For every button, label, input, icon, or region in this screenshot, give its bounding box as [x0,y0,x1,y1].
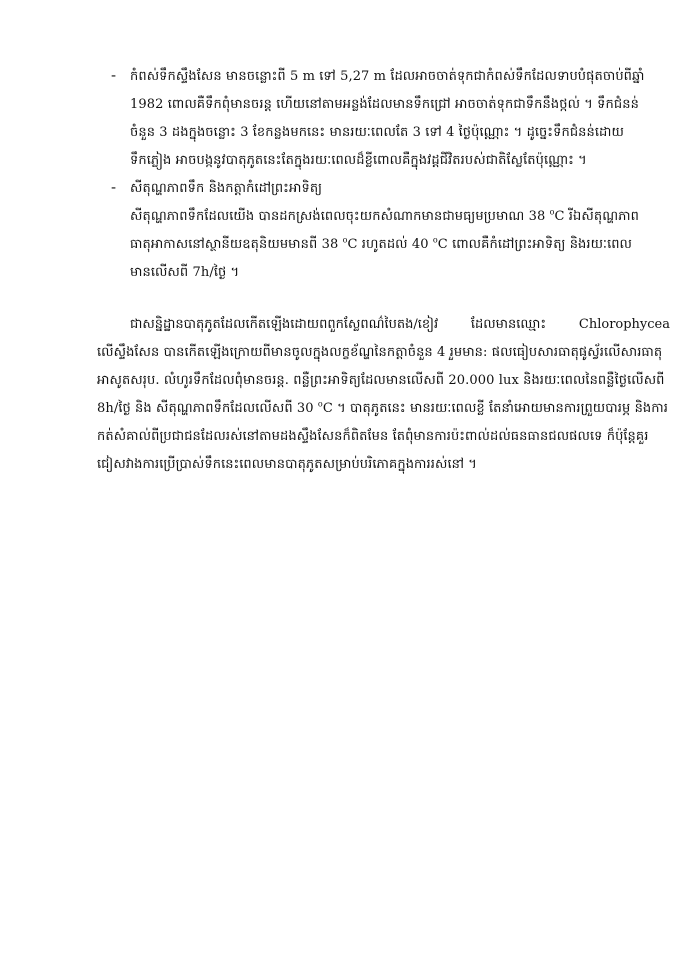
paragraph-line-1 [130,316,670,334]
bullet-1-line-2: 1982 ពោលគឺទឹកពុំមានចរន្ត ហើយនៅតាមអន្លង់ដែលមានទឹកជ្រៅ អាចចាត់ទុកជាទឹកនឹងថ្កល់ ។ ទឹកជំនន់ [130,97,639,112]
paragraph-line-4-b: C ។ បាតុភូតនេះ មានរយៈពេលខ្លី តែនាំអោយមានការព្រួយបារម្ភ និងការ [322,401,668,416]
paragraph-line-1-a: ជាសន្និដ្ឋានបាតុភូតដែលកើតឡើងដោយពពួកស្លែពណ៌បៃតង/ខៀវ [130,317,439,332]
bullet-2-line-2-b: C រហូតដល់ 40 [347,237,429,252]
paragraph-line-6: ជៀសវាងការប្រើប្រាស់ទឹកនេះពេលមានបាតុភូតសម្រាប់បរិភោគក្នុងការរស់នៅ ។ [97,457,477,472]
bullet-1-line-4: ទឹកភ្លៀង អាចបង្កនូវបាតុភូតនេះតែក្នុងរយៈពេលដ៏ខ្លីពោលគឺក្នុងវដ្តជីវិតរបស់ជាតិស្លែតែប៉ុណ្ណោះ ។ [130,153,587,168]
bullet-2-line-1-unit: C រីឯសីតុណ្ហភាព [554,209,640,224]
bullet-2-line-1-text: សីតុណ្ហភាពទឹកដែលយើង បានដកស្រង់ពេលចុះយកសំណាកមានជាមធ្យមប្រមាណ 38 [130,209,546,224]
paragraph-line-1-c: Chlorophycea [578,317,670,332]
paragraph-line-2: លើស្ទឹងសែន បានកើតឡើងក្រោយពីមានចូលក្នុងលក្ខខ័ណ្ឌនៃកត្តាចំនួន 4 រួមមាន: ផលធៀបសារធាតុផូស្វ័រលើសារធាតុ [97,345,663,360]
degree-symbol: o [342,235,348,245]
bullet-marker: - [111,66,117,84]
bullet-2-line-1 [130,208,639,226]
paragraph-line-1-b: ដែលមានឈ្មោះ [470,317,547,332]
bullet-1-line-3: ចំនួន 3 ដងក្នុងចន្លោះ 3 ខែកន្លងមកនេះ មានរយៈពេលតែ 3 ទៅ 4 ថ្ងៃប៉ុណ្ណោះ ។ ដូច្នេះទឹកជំនន់ដោយ [130,125,624,140]
bullet-2-line-3: មានលើសពី 7h/ថ្ងៃ ។ [130,265,240,280]
paragraph-line-4 [97,400,668,418]
bullet-2-heading: សីតុណ្ហភាពទឹក និងកត្តាកំដៅព្រះអាទិត្យ [130,181,323,196]
bullet-2-line-2 [130,236,632,254]
paragraph-line-4-a: 8h/ថ្ងៃ និង សីតុណ្ហភាពទឹកដែលលើសពី 30 [97,401,314,416]
paragraph-line-3: អាសូតសរុប. លំហូរទឹកដែលពុំមានចរន្ត. ពន្លឺព្រះអាទិត្យដែលមានលើសពី 20.000 lux និងរយៈពេលនៃពន្លឺថ្ងៃលើសពី [97,373,665,388]
bullet-1-line-1: កំពស់ទឹកស្ទឹងសែន មានចន្លោះពី 5 m ទៅ 5,27 m ដែលអាចចាត់ទុកជាកំពស់ទឹកដែលទាបបំផុតចាប់ពីឆ្នាំ [130,69,645,84]
bullet-2-line-2-c: C ពោលគឺកំដៅព្រះអាទិត្យ និងរយៈពេល [437,237,633,252]
degree-symbol: o [432,235,438,245]
degree-symbol: o [549,207,555,217]
bullet-marker: - [111,178,117,196]
paragraph-line-5: កត់សំគាល់ពីប្រជាជនដែលរស់នៅតាមដងស្ទឹងសែនក៏ពិតមែន តែពុំមានការប៉ះពាល់ដល់ធនធានជលផលទេ ក៏ប៉ុន្តែគួរ [97,429,649,444]
bullet-2-line-2-a: ធាតុអាកាសនៅស្ថានីយឧតុនិយមមានពី 38 [130,237,339,252]
degree-symbol: o [317,399,323,409]
